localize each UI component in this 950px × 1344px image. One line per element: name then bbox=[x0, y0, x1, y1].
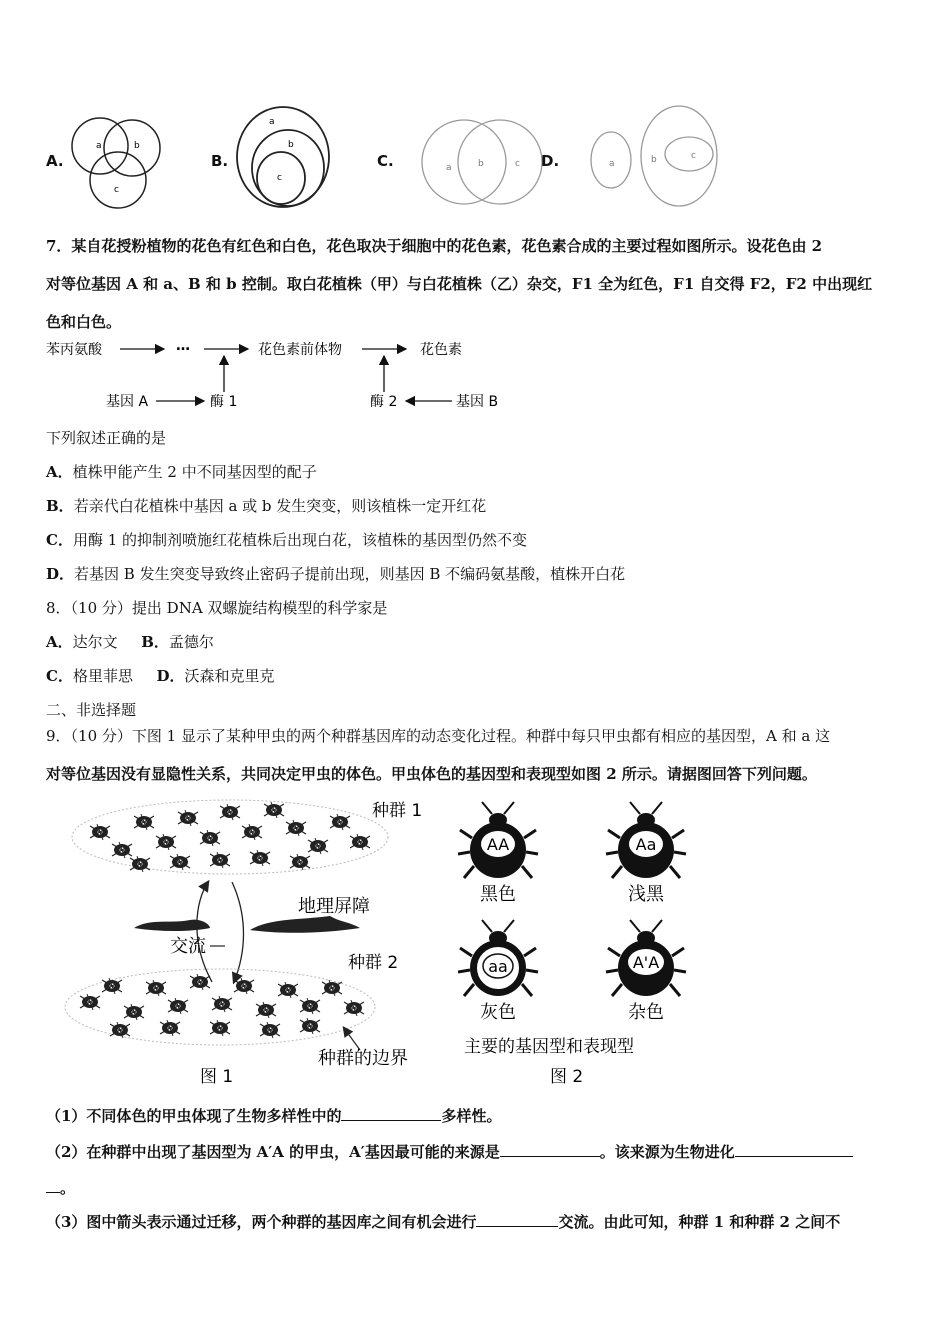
q9-subquestion-3: （3）图中箭头表示通过迁移，两个种群的基因库之间有机会进行 交流。由此可知，种群 1 和种群 2 之间不 bbox=[46, 1210, 840, 1232]
q7-stem-line-3: 色和白色。 bbox=[46, 313, 122, 331]
fig2-phenotype-black: 黑色 bbox=[480, 884, 516, 905]
fig2-phenotype-light-black: 浅黑 bbox=[628, 884, 664, 905]
venn-b-label-a: a bbox=[269, 117, 275, 127]
q9-sub1-blank[interactable] bbox=[341, 1104, 441, 1121]
venn-c-label-a: a bbox=[446, 163, 452, 173]
beetle-a-prime-a-mottled bbox=[606, 920, 686, 996]
pathway-gene-a: 基因 A bbox=[106, 394, 149, 410]
pathway-enzyme-1: 酶 1 bbox=[210, 394, 238, 410]
q8-options-row-2 bbox=[46, 666, 275, 686]
q7-prompt: 下列叙述正确的是 bbox=[46, 429, 167, 447]
beetle-aa-black bbox=[458, 802, 538, 878]
pathway-precursor: 花色素前体物 bbox=[258, 342, 342, 358]
fig1-barrier-label: 地理屏障 bbox=[298, 896, 370, 917]
q9-subquestion-2-cont: 。 bbox=[46, 1176, 75, 1198]
venn-diagram-a bbox=[70, 108, 170, 216]
q7-option-a[interactable]: A．植株甲能产生 2 中不同基因型的配子 bbox=[46, 463, 317, 481]
pathway-pigment: 花色素 bbox=[420, 342, 462, 358]
q9-sub3-blank[interactable] bbox=[476, 1210, 558, 1227]
venn-d-label-c: c bbox=[691, 151, 696, 161]
pathway-dots: … bbox=[176, 338, 190, 354]
venn-diagram-c bbox=[420, 110, 545, 210]
beetle-aa-gray bbox=[458, 920, 538, 996]
q9-sub2-blank-1[interactable] bbox=[500, 1140, 600, 1157]
svg-text:A'A: A'A bbox=[632, 953, 660, 972]
q7-stem-line-2: 对等位基因 A 和 a、B 和 b 控制。取白花植株（甲）与白花植株（乙）杂交，F1 全为红色，F1 自交得 F2，F2 中出现红 bbox=[46, 275, 873, 293]
venn-diagram-b bbox=[233, 104, 338, 210]
fig1-boundary-label: 种群的边界 bbox=[318, 1048, 408, 1069]
q8-option-c[interactable]: C．格里菲思 bbox=[46, 667, 133, 685]
fig2-phenotype-gray: 灰色 bbox=[480, 1002, 516, 1023]
q8-option-b[interactable]: B．孟德尔 bbox=[141, 633, 214, 651]
venn-a-label-a: a bbox=[96, 141, 102, 151]
q8-option-a[interactable]: A．达尔文 bbox=[46, 633, 118, 651]
venn-a-label-b: b bbox=[134, 141, 140, 151]
venn-b-label-b: b bbox=[288, 140, 294, 150]
fig2-caption: 图 2 bbox=[550, 1067, 584, 1087]
q9-sub2-blank-2-cont[interactable] bbox=[46, 1176, 60, 1193]
q8-option-d[interactable]: D．沃森和克里克 bbox=[156, 667, 275, 685]
fig1-population-1-label: 种群 1 bbox=[372, 801, 423, 821]
q9-stem-line-1: 9．（10 分）下图 1 显示了某种甲虫的两个种群基因库的动态变化过程。种群中每只甲虫都有相应的基因型，A 和 a 这 bbox=[46, 727, 831, 745]
q7-stem-line-1: 7．某自花授粉植物的花色有红色和白色，花色取决于细胞中的花色素，花色素合成的主要过程如图所示。设花色由 2 bbox=[46, 237, 823, 255]
venn-d-label-a: a bbox=[609, 159, 615, 169]
venn-diagram-d bbox=[585, 104, 720, 209]
q9-stem-line-2: 对等位基因没有显隐性关系，共同决定甲虫的体色。甲虫体色的基因型和表现型如图 2 所示。请据图回答下列问题。 bbox=[46, 765, 817, 783]
fig1-population-2-label: 种群 2 bbox=[348, 953, 399, 973]
pathway-gene-b: 基因 B bbox=[456, 394, 499, 410]
pathway-phenylalanine: 苯丙氨酸 bbox=[46, 342, 102, 358]
venn-c-label-b: b bbox=[478, 159, 484, 169]
venn-d-label-b: b bbox=[651, 155, 657, 165]
q9-subquestion-2: （2）在种群中出现了基因型为 A′A 的甲虫，A′基因最可能的来源是 。该来源为生物进化 bbox=[46, 1140, 853, 1162]
pathway-enzyme-2: 酶 2 bbox=[370, 394, 398, 410]
venn-option-d-label: D. bbox=[541, 152, 560, 170]
q7-option-b[interactable]: B．若亲代白花植株中基因 a 或 b 发生突变，则该植株一定开红花 bbox=[46, 497, 487, 515]
beetle-aa-light-black bbox=[606, 802, 686, 878]
venn-option-c-label: C. bbox=[377, 152, 394, 170]
svg-text:Aa: Aa bbox=[635, 835, 657, 854]
svg-text:AA: AA bbox=[486, 835, 510, 854]
figure-1-beetle-populations bbox=[60, 792, 460, 1092]
venn-b-label-c: c bbox=[277, 173, 282, 183]
q7-option-c[interactable]: C．用酶 1 的抑制剂喷施红花植株后出现白花，该植株的基因型仍然不变 bbox=[46, 531, 528, 549]
fig2-title: 主要的基因型和表现型 bbox=[464, 1037, 634, 1057]
q8-stem: 8．（10 分）提出 DNA 双螺旋结构模型的科学家是 bbox=[46, 599, 388, 617]
q9-sub2-blank-2[interactable] bbox=[735, 1140, 853, 1157]
svg-text:aa: aa bbox=[488, 957, 508, 976]
fig1-caption: 图 1 bbox=[200, 1067, 234, 1087]
q7-option-d[interactable]: D．若基因 B 发生突变导致终止密码子提前出现，则基因 B 不编码氨基酸，植株开白花 bbox=[46, 565, 626, 583]
q8-options-row-1 bbox=[46, 632, 214, 652]
venn-a-label-c: c bbox=[114, 185, 119, 195]
figure-2-genotypes-phenotypes bbox=[458, 792, 708, 1092]
fig1-exchange-label: 交流 bbox=[170, 936, 206, 957]
pigment-pathway-diagram bbox=[40, 336, 520, 418]
q9-subquestion-1: （1）不同体色的甲虫体现了生物多样性中的 多样性。 bbox=[46, 1104, 501, 1126]
fig2-phenotype-mottled: 杂色 bbox=[628, 1002, 664, 1023]
venn-option-a-label: A. bbox=[46, 152, 64, 170]
venn-option-b-label: B. bbox=[211, 152, 229, 170]
venn-c-label-c: c bbox=[515, 159, 520, 169]
section-heading-non-choice: 二、非选择题 bbox=[46, 701, 137, 719]
